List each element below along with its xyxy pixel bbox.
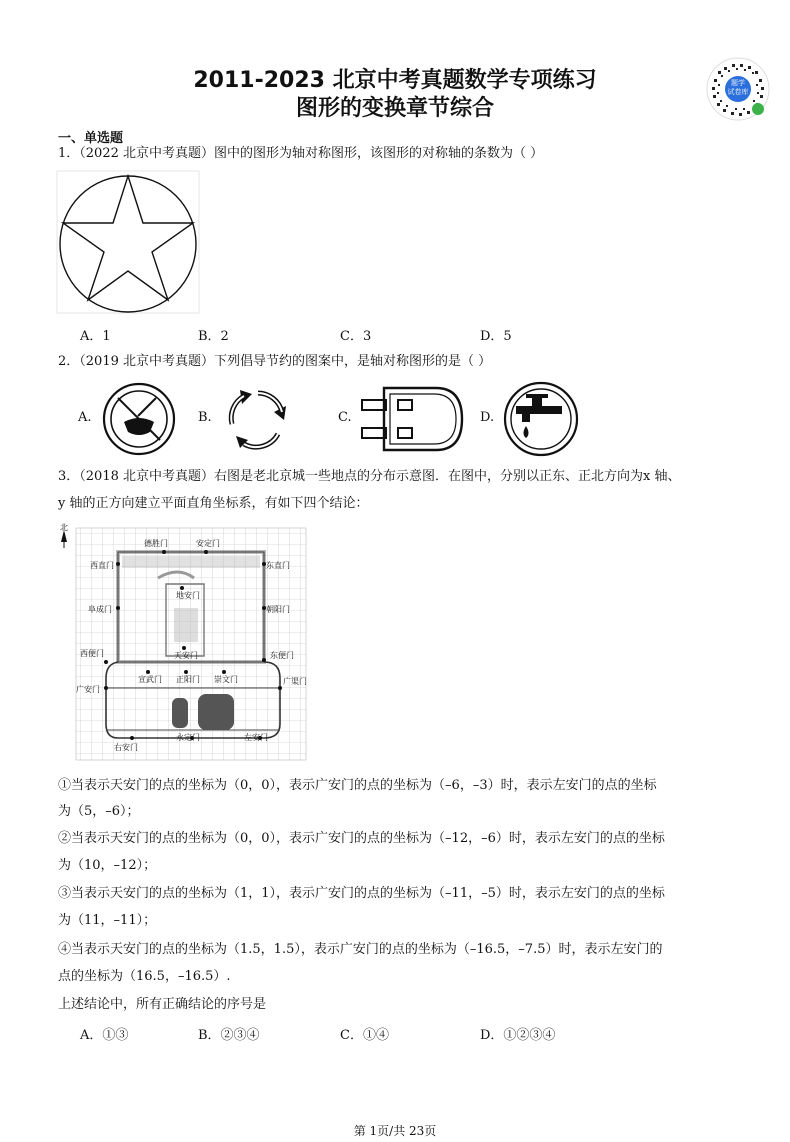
map-label-deshengmen: 德胜门 [144,539,168,548]
map-label-dongbianmen: 东便门 [270,651,294,660]
map-label-xibianmen: 西便门 [80,649,104,658]
q2-option-a-bowl-icon [100,382,178,456]
q1-option-a: A．1 [80,329,111,344]
q2-option-b: B. [198,410,212,425]
q3-option-a: A．①③ [80,1028,129,1043]
map-label-chaoyangmen: 朝阳门 [266,605,290,614]
map-label-guangqumen: 广渠门 [283,677,307,686]
map-label-dianmen: 地安门 [176,591,200,600]
q3-conclusion-2-line2: 为（10，–12）； [58,858,157,873]
doc-title-line1: 2011-2023 北京中考真题数学专项练习 [193,68,597,93]
q2-option-c: C. [338,410,352,425]
q3-option-c: C．①④ [340,1028,389,1043]
q2-option-d: D. [480,410,495,425]
qr-center-text: 题学 试卷库 [727,79,749,96]
q3-conclusion-1-line1: ①当表示天安门的点的坐标为（0，0），表示广安门的点的坐标为（–6，–3）时，表示左安门的点的坐标 [58,778,657,793]
map-label-zuoanmen: 左安门 [244,733,268,742]
map-label-tiananmen: 天安门 [174,651,198,660]
q1-option-b: B．2 [198,329,229,344]
map-label-youanmen: 右安门 [114,743,138,752]
q3-beijing-map-figure [58,522,308,762]
q3-option-b: B．②③④ [198,1028,260,1043]
q1-option-c: C．3 [340,329,372,344]
q3-conclusion-1-line2: 为（5，–6）； [58,804,140,819]
q3-option-d: D．①②③④ [480,1028,556,1043]
q2-stem: 2．（2019 北京中考真题）下列倡导节约的图案中，是轴对称图形的是（ ） [58,354,492,369]
q1-star-in-circle-figure [56,170,200,314]
map-label-chongwenmen: 崇文门 [214,675,238,684]
doc-title-line2: 图形的变换章节综合 [295,96,494,121]
map-label-xuanwumen: 宣武门 [138,675,162,684]
q2-option-d-faucet-icon [502,380,580,458]
q3-stem-line2: y 轴的正方向建立平面直角坐标系，有如下四个结论： [58,496,369,511]
map-label-xizhimen: 西直门 [90,561,114,570]
q2-option-a: A. [78,410,92,425]
q3-stem-line1: 3．（2018 北京中考真题）右图是老北京城一些地点的分布示意图．在图中，分别以正东、正北方向为x 轴、 [58,469,681,484]
section-heading: 一、单选题 [58,131,124,146]
map-label-zhengyangmen: 正阳门 [176,675,200,684]
map-label-fuchengmen: 阜成门 [88,605,112,614]
map-label-guanganmen: 广安门 [76,685,100,694]
page-footer: 第 1页/共 23页 [353,1124,437,1138]
map-label-dongzhimen: 东直门 [266,561,290,570]
q3-conclusion-4-line1: ④当表示天安门的点的坐标为（1.5，1.5），表示广安门的点的坐标为（–16.5，–7.5）时，表示左安门的 [58,942,663,957]
q1-stem: 1．（2022 北京中考真题）图中的图形为轴对称图形，该图形的对称轴的条数为（ ） [58,146,544,161]
map-label-andingmen: 安定门 [196,539,220,548]
q3-conclusion-3-line2: 为（11，–11）； [58,913,157,928]
map-label-yongdingmen: 永定门 [176,733,200,742]
q3-ask: 上述结论中，所有正确结论的序号是 [58,997,267,1012]
q1-option-d: D．5 [480,329,512,344]
q3-conclusion-3-line1: ③当表示天安门的点的坐标为（1，1），表示广安门的点的坐标为（–11，–5）时，表示左安门的点的坐标 [58,886,665,901]
q2-option-c-plug-icon [360,384,466,454]
q3-conclusion-4-line2: 点的坐标为（16.5，–16.5）. [58,969,231,984]
q2-option-b-recycle-icon [218,382,296,456]
map-label-north: 北 [60,523,68,532]
q3-conclusion-2-line1: ②当表示天安门的点的坐标为（0，0），表示广安门的点的坐标为（–12，–6）时，表示左安门的点的坐标 [58,831,665,846]
qr-code-image [706,57,770,121]
